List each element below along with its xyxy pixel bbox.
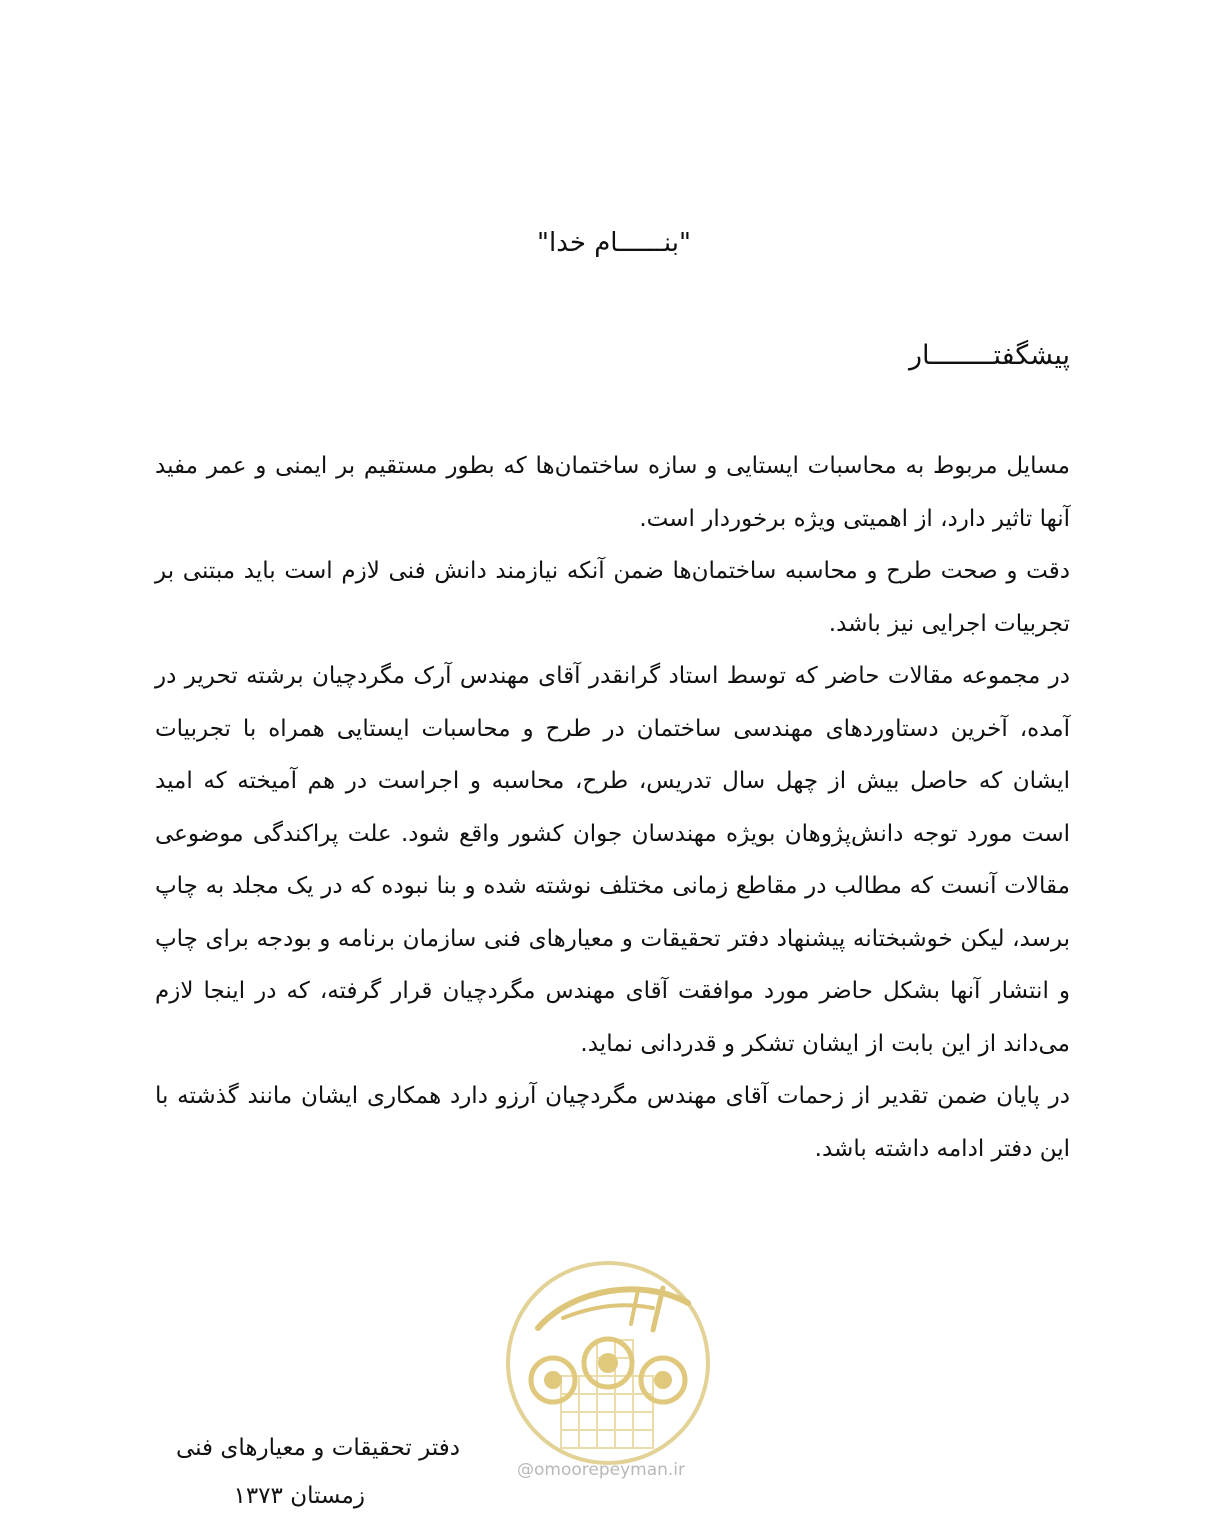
watermark-seal-icon (503, 1258, 713, 1468)
signature-block (150, 1424, 460, 1520)
signature-org: دفتر تحقیقات و معیارهای فنی (175, 1435, 460, 1461)
body-text (155, 440, 1070, 1175)
signature-date: زمستان ۱۳۷۳ (233, 1483, 365, 1509)
page-title: "بنــــــام خدا" (537, 228, 691, 258)
watermark-caption: @omoorepeyman.ir (517, 1460, 686, 1480)
section-heading: پیشگفتــــــــار (908, 340, 1070, 371)
paragraph: در پایان ضمن تقدیر از زحمات آقای مهندس مگردچیان آرزو دارد همکاری ایشان مانند گذشته با این دفتر ادامه داشته باشد. (155, 1083, 1070, 1162)
paragraph: دقت و صحت طرح و محاسبه ساختمان‌ها ضمن آنکه نیازمند دانش فنی لازم است باید مبتنی بر تجربیات اجرایی نیز باشد. (155, 558, 1070, 637)
paragraph: در مجموعه مقالات حاضر که توسط استاد گرانقدر آقای مهندس آرک مگردچیان برشته تحریر در آمده، آخرین دستاوردهای مهندسی ساختمان در طرح و محاسبات ایستایی همراه با تجربیات ایشان که حاصل بیش از چهل سال تدریس، طرح، محاسبه و اجراست در هم آمیخته که امید است مورد توجه دانش‌پژوهان بویژه مهندسان جوان کشور واقع شود. علت پراکندگی موضوعی مقالات آنست که مطالب در مقاطع زمانی مختلف نوشته شده و بنا نبوده که در یک مجلد به چاپ برسد، لیکن خوشبختانه پیشنهاد دفتر تحقیقات و معیارهای فنی سازمان برنامه و بودجه برای چاپ و انتشار آنها بشکل حاضر مورد موافقت آقای مهندس مگردچیان قرار گرفته، که در اینجا لازم می‌داند از این بابت از ایشان تشکر و قدردانی نماید. (155, 663, 1070, 1057)
paragraph: مسایل مربوط به محاسبات ایستایی و سازه ساختمان‌ها که بطور مستقیم بر ایمنی و عمر مفید آنها تاثیر دارد، از اهمیتی ویژه برخوردار است. (155, 453, 1070, 532)
